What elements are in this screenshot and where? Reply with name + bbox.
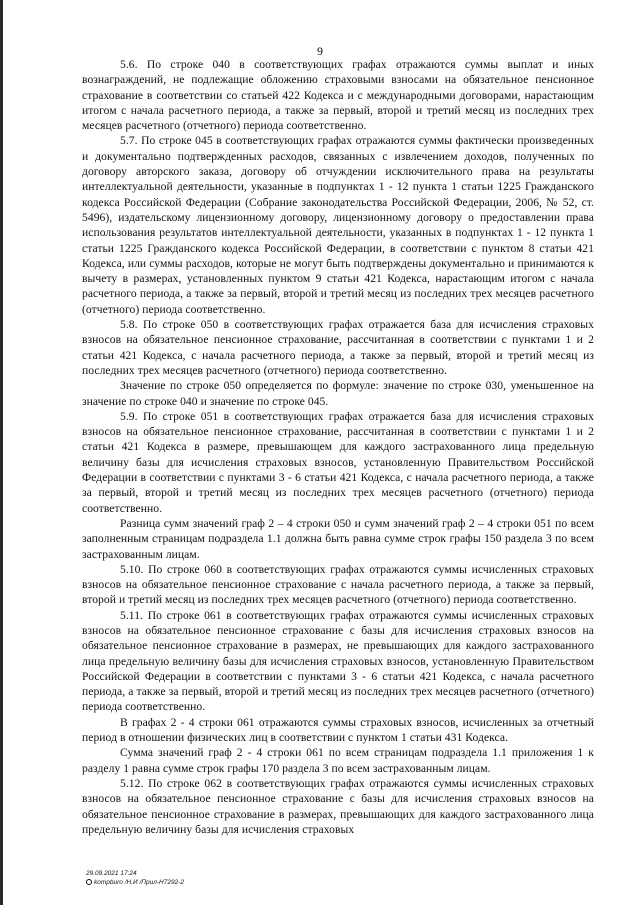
paragraph-5-8: 5.8. По строке 050 в соответствующих графах отражается база для исчисления страховых взносов на обязательное пенсионное страхование, рассчитанная в соответствии с пунктами 1 и 2 статьи 421 Кодекса, с начала расчетного периода, а также за первый, второй и третий месяц из последних трех месяцев расчетного (отчетного) периода соответственно. <box>82 318 594 377</box>
paragraph-formula-050: Значение по строке 050 определяется по формуле: значение по строке 030, уменьшенное на значение по строке 040 и значение по строке 045. <box>82 379 594 408</box>
document-body <box>82 57 594 837</box>
paragraph-5-6: 5.6. По строке 040 в соответствующих графах отражаются суммы выплат и иных вознаграждений, не подлежащие обложению страховыми взносами на обязательное пенсионное страхование в соответствии со статьей 422 Кодекса и с международными договорами, нарастающим итогом с начала расчетного периода, а также за первый, второй и третий месяц из последних трех месяцев расчетного (отчетного) периода соответственно. <box>82 58 594 133</box>
paragraph-5-10: 5.10. По строке 060 в соответствующих графах отражаются суммы исчисленных страховых взносов на обязательное пенсионное страхование с начала расчетного периода, а также за первый, второй и третий месяц из последних трех месяцев расчетного (отчетного) периода соответственно. <box>82 562 594 607</box>
footer-signature-line <box>86 878 184 887</box>
paragraph-5-11: 5.11. По строке 061 в соответствующих графах отражаются суммы исчисленных страховых взносов на обязательное пенсионное страхование с базы для исчисления страховых взносов на обязательное пенсионное страхование в размерах, не превышающих для каждого застрахованного лица предельную величину базы для исчисления страховых взносов, установленную Правительством Российской Федерации в соответствии с пунктами 3 - 6 статьи 421 Кодекса, с начала расчетного периода, а также за первый, второй и третий месяц из последних трех месяцев расчетного (отчетного) периода соответственно. <box>82 608 594 714</box>
paragraph-5-12: 5.12. По строке 062 в соответствующих графах отражаются суммы исчисленных страховых взносов на обязательное пенсионное страхование с базы для исчисления страховых взносов на обязательное пенсионное страхование в размерах, превышающих для каждого застрахованного лица предельную величину базы для исчисления страховых <box>82 776 594 836</box>
paragraph-sum-061: Сумма значений граф 2 - 4 строки 061 по всем страницам подраздела 1.1 приложения 1 к разделу 1 равна сумме строк графы 170 раздела 3 по всем застрахованным лицам. <box>82 746 594 775</box>
document-footer <box>86 869 184 887</box>
paragraph-5-9: 5.9. По строке 051 в соответствующих графах отражается база для исчисления страховых взносов на обязательное пенсионное страхование, рассчитанная в соответствии с пунктами 1 и 2 статьи 421 Кодекса в размере, превышающем для каждого застрахованного лица предельную величину базы для исчисления страховых взносов, установленную Правительством Российской Федерации в соответствии с пунктами 3 - 6 статьи 421 Кодекса, с начала расчетного периода, а также за первый, второй и третий месяц из последних трех месяцев расчетного (отчетного) периода соответственно. <box>82 409 594 515</box>
footer-signature: kompburo /Н.И /Прил-Н7292-2 <box>94 879 184 886</box>
paragraph-columns-061: В графах 2 - 4 строки 061 отражаются суммы страховых взносов, исчисленных за отчетный период в отношении физических лиц в соответствии с пунктом 1 статьи 431 Кодекса. <box>82 715 594 745</box>
registered-mark-icon <box>86 879 92 885</box>
paragraph-5-7: 5.7. По строке 045 в соответствующих графах отражаются суммы фактически произведенных и документально подтвержденных расходов, связанных с извлечением доходов, полученных по договору авторского заказа, договору об отчуждении исключительного права на результаты интеллектуальной деятельности, указанные в подпунктах 1 - 12 пункта 1 статьи 1225 Гражданского кодекса Российской Федерации (Собрание законодательства Российской Федерации, 2006, № 52, ст. 5496), издательскому лицензионному договору, лицензионному договору о предоставлении права использования результатов интеллектуальной деятельности, указанных в подпунктах 1 - 12 пункта 1 статьи 1225 Гражданского кодекса Российской Федерации, в соответствии с пунктом 8 статьи 421 Кодекса, или суммы расходов, которые не могут быть подтверждены документально и принимаются к вычету в размерах, установленных пунктом 9 статьи 421 Кодекса, нарастающим итогом с начала расчетного периода, а также за первый, второй и третий месяц из последних трех месяцев расчетного (отчетного) периода соответственно. <box>82 134 594 316</box>
scan-edge <box>0 0 3 905</box>
footer-date: 29.09.2021 17:24 <box>86 870 137 877</box>
paragraph-difference-050-051: Разница сумм значений граф 2 – 4 строки 050 и сумм значений граф 2 – 4 строки 051 по всем заполненным страницам подраздела 1.1 должна быть равна сумме строк графы 150 раздела 3 по всем застрахованным лицам. <box>82 516 594 561</box>
page-number: 9 <box>317 44 323 58</box>
